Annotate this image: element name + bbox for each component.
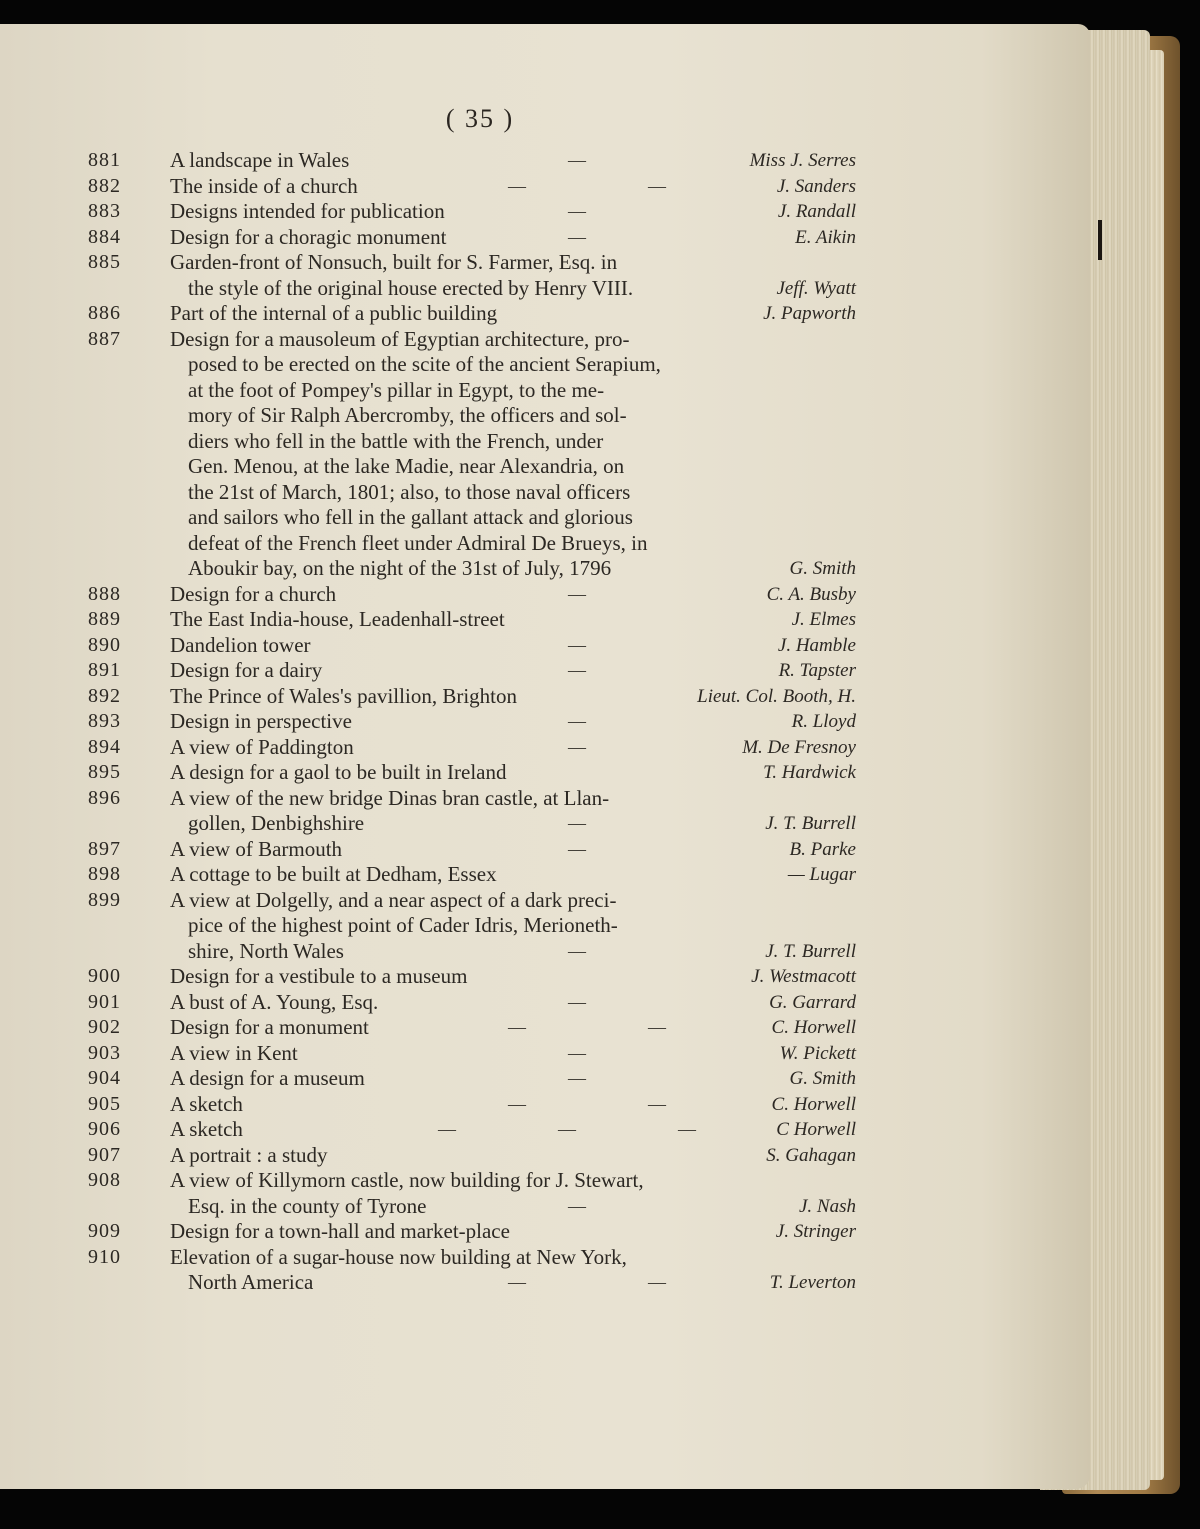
entry-title: at the foot of Pompey's pillar in Egypt, to the me- bbox=[188, 377, 605, 402]
entry-dash: — bbox=[568, 150, 586, 170]
entry-number: 888 bbox=[88, 582, 121, 605]
artist-name: G. Smith bbox=[789, 1068, 856, 1089]
entry-title: diers who fell in the battle with the French, under bbox=[188, 428, 604, 453]
entry-title: the style of the original house erected by Henry VIII. bbox=[188, 275, 634, 300]
artist-name: C Horwell bbox=[776, 1119, 856, 1140]
entry-line bbox=[88, 735, 878, 761]
entry-line bbox=[88, 531, 878, 557]
entry-dash: — bbox=[568, 1042, 586, 1063]
entry-dash: — bbox=[648, 1017, 666, 1037]
artist-name: R. Lloyd bbox=[791, 711, 856, 732]
entry-line bbox=[88, 276, 878, 302]
entry-line bbox=[88, 684, 878, 710]
entry-title: The Prince of Wales's pavillion, Brighton bbox=[170, 683, 517, 708]
entry-number: 893 bbox=[88, 710, 121, 732]
entry-line bbox=[88, 429, 878, 455]
entry-line bbox=[88, 837, 878, 863]
entry-title: A design for a museum bbox=[170, 1066, 365, 1090]
entry-number: 889 bbox=[88, 608, 121, 630]
entry-line bbox=[88, 990, 878, 1016]
entry-title: A sketch bbox=[170, 1117, 243, 1141]
entry-title: North America bbox=[188, 1270, 314, 1294]
entry-number: 883 bbox=[88, 200, 121, 222]
artist-name: J. Stringer bbox=[775, 1221, 856, 1242]
entry-dash: — bbox=[568, 583, 586, 604]
entry-dash: — bbox=[438, 1119, 456, 1139]
entry-dash: — bbox=[568, 838, 586, 859]
entry-title: the 21st of March, 1801; also, to those naval officers bbox=[188, 479, 631, 504]
entry-line bbox=[88, 225, 878, 251]
entry-line bbox=[88, 403, 878, 429]
artist-name: J. T. Burrell bbox=[765, 813, 856, 834]
entry-line bbox=[88, 760, 878, 786]
entry-dash: — bbox=[648, 1272, 666, 1292]
entry-line bbox=[88, 301, 878, 327]
entry-title: Elevation of a sugar-house now building at New York, bbox=[170, 1244, 627, 1269]
entry-line bbox=[88, 862, 878, 888]
entry-dash: — bbox=[568, 940, 586, 961]
artist-name: J. Elmes bbox=[791, 609, 856, 630]
entry-title: gollen, Denbighshire bbox=[188, 811, 365, 835]
entry-number: 882 bbox=[88, 174, 121, 197]
artist-name: J. Nash bbox=[799, 1195, 856, 1217]
entry-line bbox=[88, 148, 878, 174]
entry-title: The East India-house, Leadenhall-street bbox=[170, 607, 505, 631]
artist-name: E. Aikin bbox=[795, 226, 856, 248]
entry-number: 908 bbox=[88, 1169, 121, 1191]
entry-dash: — bbox=[568, 201, 586, 221]
entry-line bbox=[88, 633, 878, 659]
artist-name: M. De Fresnoy bbox=[742, 736, 856, 758]
entry-number: 890 bbox=[88, 633, 121, 656]
entry-number: 896 bbox=[88, 786, 121, 809]
artist-name: Miss J. Serres bbox=[749, 150, 856, 171]
entry-title: Design for a dairy bbox=[170, 658, 323, 682]
entry-number: 909 bbox=[88, 1220, 121, 1242]
entry-title: Garden-front of Nonsuch, built for S. Farmer, Esq. in bbox=[170, 250, 618, 274]
entry-number: 907 bbox=[88, 1143, 121, 1166]
entry-number: 900 bbox=[88, 965, 121, 987]
entry-title: A landscape in Wales bbox=[170, 148, 350, 172]
entry-number: 887 bbox=[88, 327, 121, 350]
entry-title: A view of the new bridge Dinas bran castle, at Llan- bbox=[170, 785, 610, 810]
entry-title: mory of Sir Ralph Abercromby, the officers and sol- bbox=[188, 403, 627, 427]
entry-title: Dandelion tower bbox=[170, 632, 311, 657]
entry-line bbox=[88, 582, 878, 608]
entry-number: 905 bbox=[88, 1092, 121, 1115]
entry-title: Design for a church bbox=[170, 581, 337, 606]
entry-dash: — bbox=[568, 1068, 586, 1088]
entry-number: 906 bbox=[88, 1118, 121, 1140]
entry-title: and sailors who fell in the gallant attack and glorious bbox=[188, 505, 633, 529]
artist-name: W. Pickett bbox=[779, 1042, 856, 1064]
entry-number: 899 bbox=[88, 888, 121, 911]
entry-number: 891 bbox=[88, 659, 121, 681]
entry-line bbox=[88, 250, 878, 276]
entry-number: 892 bbox=[88, 684, 121, 707]
entry-dash: — bbox=[558, 1119, 576, 1139]
artist-name: S. Gahagan bbox=[766, 1144, 856, 1166]
entry-title: Design for a vestibule to a museum bbox=[170, 964, 468, 988]
entry-number: 898 bbox=[88, 863, 121, 885]
entry-line bbox=[88, 1245, 878, 1271]
entry-dash: — bbox=[678, 1119, 696, 1139]
artist-name: — Lugar bbox=[787, 864, 856, 885]
entry-number: 894 bbox=[88, 735, 121, 758]
entry-line bbox=[88, 888, 878, 914]
artist-name: T. Hardwick bbox=[763, 762, 856, 783]
artist-name: G. Garrard bbox=[769, 991, 856, 1013]
entry-line bbox=[88, 811, 878, 837]
artist-name: Jeff. Wyatt bbox=[776, 277, 856, 299]
entry-line bbox=[88, 1015, 878, 1041]
artist-name: J. Sanders bbox=[776, 175, 856, 197]
artist-name: B. Parke bbox=[789, 838, 856, 860]
entry-dash: — bbox=[508, 175, 526, 196]
entry-title: Design for a mausoleum of Egyptian architecture, pro- bbox=[170, 326, 630, 351]
entry-dash: — bbox=[508, 1272, 526, 1292]
entry-dash: — bbox=[648, 175, 666, 196]
entry-number: 885 bbox=[88, 251, 121, 273]
artist-name: R. Tapster bbox=[778, 660, 856, 681]
entry-title: A view in Kent bbox=[170, 1040, 298, 1065]
artist-name: J. Papworth bbox=[763, 303, 856, 324]
entry-number: 886 bbox=[88, 302, 121, 324]
artist-name: C. Horwell bbox=[771, 1017, 856, 1038]
page-marker bbox=[1098, 220, 1102, 260]
entry-line bbox=[88, 964, 878, 990]
artist-name: J. T. Burrell bbox=[765, 940, 856, 962]
entry-title: A sketch bbox=[170, 1091, 243, 1116]
entry-title: Esq. in the county of Tyrone bbox=[188, 1193, 427, 1218]
entry-dash: — bbox=[648, 1093, 666, 1114]
entry-line bbox=[88, 1219, 878, 1245]
entry-dash: — bbox=[568, 1195, 586, 1216]
catalogue-list bbox=[88, 148, 878, 1296]
entry-title: Design for a town-hall and market-place bbox=[170, 1219, 510, 1243]
entry-number: 881 bbox=[88, 149, 121, 171]
entry-number: 884 bbox=[88, 225, 121, 248]
entry-title: Aboukir bay, on the night of the 31st of July, 1796 bbox=[188, 556, 612, 580]
entry-line bbox=[88, 1194, 878, 1220]
entry-line bbox=[88, 786, 878, 812]
entry-line bbox=[88, 913, 878, 939]
entry-line bbox=[88, 556, 878, 582]
entry-title: A view at Dolgelly, and a near aspect of a dark preci- bbox=[170, 887, 617, 912]
entry-number: 904 bbox=[88, 1067, 121, 1089]
entry-title: Designs intended for publication bbox=[170, 199, 445, 223]
entry-line bbox=[88, 378, 878, 404]
entry-title: A view of Killymorn castle, now building for J. Stewart, bbox=[170, 1168, 644, 1192]
entry-line bbox=[88, 1041, 878, 1067]
entry-title: A view of Paddington bbox=[170, 734, 354, 759]
entry-title: Gen. Menou, at the lake Madie, near Alexandria, on bbox=[188, 454, 625, 478]
entry-title: A cottage to be built at Dedham, Essex bbox=[170, 862, 497, 886]
entry-line bbox=[88, 1092, 878, 1118]
entry-line bbox=[88, 454, 878, 480]
entry-line bbox=[88, 199, 878, 225]
artist-name: J. Westmacott bbox=[751, 966, 856, 987]
entry-title: Design for a choragic monument bbox=[170, 224, 447, 249]
entry-dash: — bbox=[568, 660, 586, 680]
entry-number: 897 bbox=[88, 837, 121, 860]
entry-dash: — bbox=[568, 813, 586, 833]
entry-dash: — bbox=[508, 1093, 526, 1114]
artist-name: Lieut. Col. Booth, H. bbox=[697, 685, 856, 707]
artist-name: J. Hamble bbox=[777, 634, 856, 656]
entry-title: pice of the highest point of Cader Idris, Merioneth- bbox=[188, 913, 618, 937]
artist-name: T. Leverton bbox=[769, 1272, 856, 1293]
entry-line bbox=[88, 1143, 878, 1169]
entry-line bbox=[88, 607, 878, 633]
entry-title: The inside of a church bbox=[170, 173, 358, 198]
entry-dash: — bbox=[568, 991, 586, 1012]
artist-name: G. Smith bbox=[789, 558, 856, 579]
entry-line bbox=[88, 658, 878, 684]
entry-title: shire, North Wales bbox=[188, 938, 344, 963]
entry-line bbox=[88, 1168, 878, 1194]
entry-dash: — bbox=[508, 1017, 526, 1037]
artist-name: J. Randall bbox=[777, 201, 856, 222]
entry-line bbox=[88, 480, 878, 506]
entry-title: A bust of A. Young, Esq. bbox=[170, 989, 379, 1014]
entry-line bbox=[88, 939, 878, 965]
entry-number: 901 bbox=[88, 990, 121, 1013]
entry-title: Design for a monument bbox=[170, 1015, 369, 1039]
entry-title: A design for a gaol to be built in Ireland bbox=[170, 760, 507, 784]
entry-number: 910 bbox=[88, 1245, 121, 1268]
entry-dash: — bbox=[568, 711, 586, 731]
entry-title: A portrait : a study bbox=[170, 1142, 328, 1167]
entry-number: 895 bbox=[88, 761, 121, 783]
entry-line bbox=[88, 352, 878, 378]
entry-dash: — bbox=[568, 634, 586, 655]
entry-title: A view of Barmouth bbox=[170, 836, 343, 861]
entry-number: 903 bbox=[88, 1041, 121, 1064]
entry-line bbox=[88, 1270, 878, 1296]
artist-name: C. A. Busby bbox=[766, 583, 856, 605]
entry-dash: — bbox=[568, 736, 586, 757]
entry-title: Part of the internal of a public building bbox=[170, 301, 498, 325]
entry-title: defeat of the French fleet under Admiral De Brueys, in bbox=[188, 530, 648, 555]
entry-line bbox=[88, 709, 878, 735]
entry-line bbox=[88, 1117, 878, 1143]
entry-dash: — bbox=[568, 226, 586, 247]
artist-name: C. Horwell bbox=[771, 1093, 856, 1115]
entry-line bbox=[88, 505, 878, 531]
entry-title: posed to be erected on the scite of the ancient Serapium, bbox=[188, 352, 661, 376]
entry-title: Design in perspective bbox=[170, 709, 352, 733]
entry-line bbox=[88, 1066, 878, 1092]
entry-line bbox=[88, 327, 878, 353]
page-number: ( 35 ) bbox=[445, 104, 515, 133]
entry-line bbox=[88, 174, 878, 200]
entry-number: 902 bbox=[88, 1016, 121, 1038]
